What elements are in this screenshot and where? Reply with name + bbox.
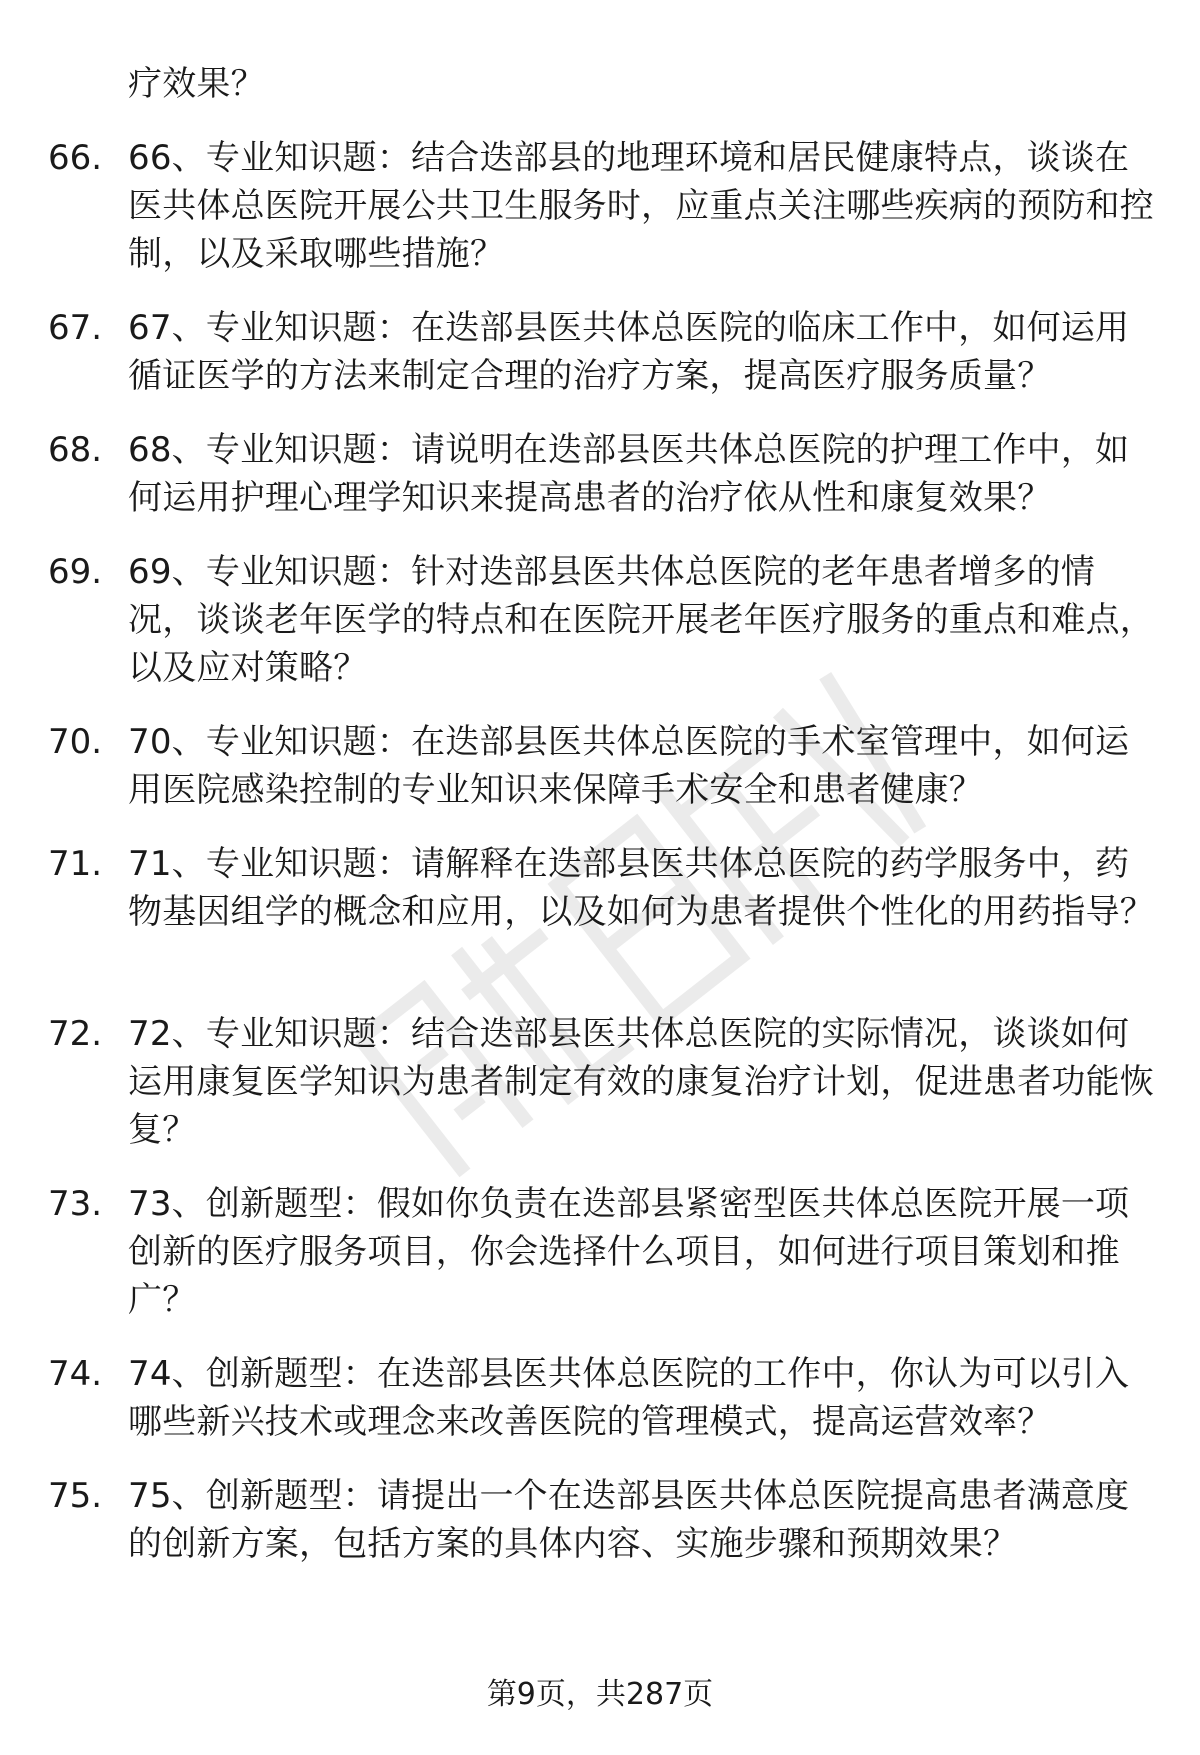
list-item [0,1472,1200,1568]
list-item [0,134,1200,278]
item-text: 67、专业知识题：在迭部县医共体总医院的临床工作中，如何运用循证医学的方法来制定合理的治疗方案，提高医疗服务质量？ [128,308,1130,396]
item-text: 73、创新题型：假如你负责在迭部县紧密型医共体总医院开展一项创新的医疗服务项目，你会选择什么项目，如何进行项目策划和推广？ [128,1184,1130,1320]
list-item [0,840,1200,984]
item-number: 71. [48,844,103,884]
item-text: 74、创新题型：在迭部县医共体总医院的工作中，你认为可以引入哪些新兴技术或理念来改善医院的管理模式，提高运营效率？ [128,1354,1130,1442]
item-text: 68、专业知识题：请说明在迭部县医共体总医院的护理工作中，如何运用护理心理学知识来提高患者的治疗依从性和康复效果？ [128,430,1130,518]
list-item [0,1350,1200,1446]
list-item [0,548,1200,692]
continuation-line [0,60,1200,108]
item-number: 67. [48,308,103,348]
item-number: 66. [48,138,103,178]
item-text: 71、专业知识题：请解释在迭部县医共体总医院的药学服务中，药物基因组学的概念和应用，以及如何为患者提供个性化的用药指导？ [128,844,1154,932]
item-number: 75. [48,1476,103,1516]
item-number: 70. [48,722,103,762]
page-footer: 第9页，共287页 [486,1677,714,1712]
item-number: 74. [48,1354,103,1394]
item-number: 72. [48,1014,103,1054]
list-item [0,426,1200,522]
item-text: 66、专业知识题：结合迭部县的地理环境和居民健康特点，谈谈在医共体总医院开展公共卫生服务时，应重点关注哪些疾病的预防和控制，以及采取哪些措施？ [128,138,1154,274]
item-number: 69. [48,552,103,592]
list-item [0,304,1200,400]
item-text: 72、专业知识题：结合迭部县医共体总医院的实际情况，谈谈如何运用康复医学知识为患者制定有效的康复治疗计划，促进患者功能恢复？ [128,1014,1154,1150]
list-item [0,1180,1200,1324]
item-number: 68. [48,430,103,470]
item-text: 69、专业知识题：针对迭部县医共体总医院的老年患者增多的情况，谈谈老年医学的特点和在医院开展老年医疗服务的重点和难点，以及应对策略？ [128,552,1154,688]
list-item [0,1010,1200,1154]
item-text: 70、专业知识题：在迭部县医共体总医院的手术室管理中，如何运用医院感染控制的专业知识来保障手术安全和患者健康？ [128,722,1130,810]
item-number: 73. [48,1184,103,1224]
list-item [0,718,1200,814]
continuation-text: 疗效果？ [128,64,265,104]
item-text: 75、创新题型：请提出一个在迭部县医共体总医院提高患者满意度的创新方案，包括方案的具体内容、实施步骤和预期效果？ [128,1476,1130,1564]
